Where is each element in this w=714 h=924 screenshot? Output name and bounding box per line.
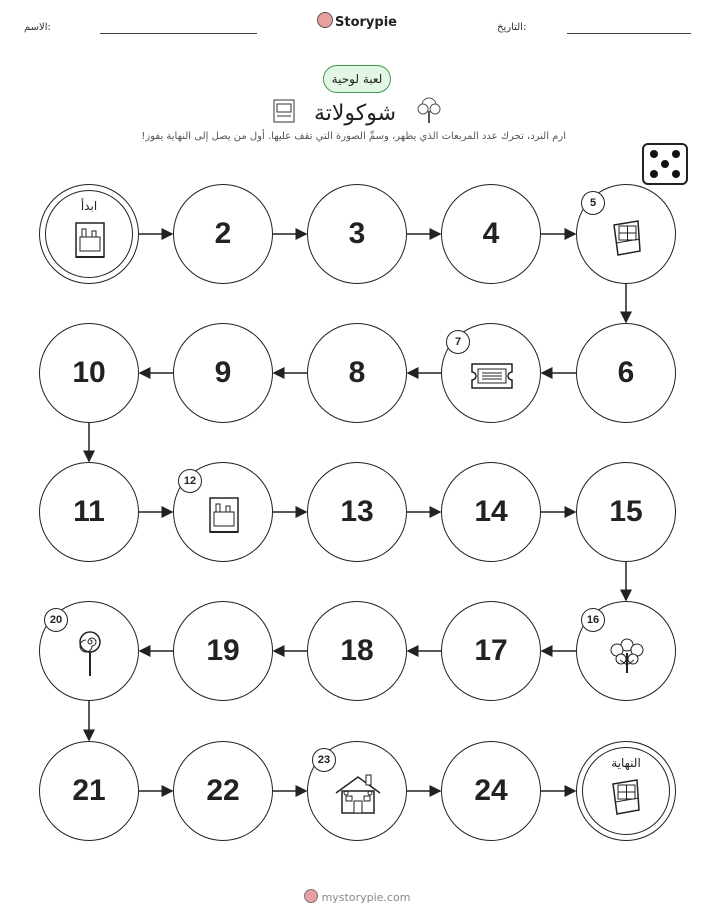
board-cell[interactable] — [39, 462, 139, 562]
cell-number-badge: 5 — [581, 191, 605, 215]
end-label: النهاية — [611, 756, 641, 770]
factory-book-icon — [72, 219, 108, 265]
board-cell[interactable] — [173, 601, 273, 701]
factory-book-icon — [206, 494, 242, 540]
board-cell[interactable] — [307, 741, 407, 841]
cell-number: 15 — [609, 495, 643, 528]
board-cell[interactable] — [441, 601, 541, 701]
start-label: ابدأ — [80, 199, 98, 213]
chocolate-bar-icon — [610, 217, 644, 261]
candy-house-icon — [332, 771, 384, 821]
category-pill: لعبة لوحية — [323, 65, 391, 93]
cell-number: 24 — [474, 774, 508, 807]
cell-number-badge: 12 — [178, 469, 202, 493]
board-cell[interactable] — [576, 462, 676, 562]
board-cell[interactable] — [576, 184, 676, 284]
name-label: الاسم: — [24, 22, 51, 33]
board-cell[interactable] — [173, 323, 273, 423]
board-cell[interactable] — [39, 323, 139, 423]
cell-number: 14 — [474, 495, 508, 528]
footer-url: mystorypie.com — [0, 889, 714, 904]
board-cell[interactable] — [441, 323, 541, 423]
board-cell[interactable] — [441, 462, 541, 562]
cell-number: 18 — [340, 634, 374, 667]
board-cell[interactable] — [441, 184, 541, 284]
date-label: التاريخ: — [497, 22, 527, 33]
cell-number-badge: 20 — [44, 608, 68, 632]
brand-logo: Storypie — [0, 12, 714, 30]
board-cell[interactable] — [39, 741, 139, 841]
board-cell[interactable] — [307, 462, 407, 562]
cell-number-badge: 23 — [312, 748, 336, 772]
page-title: شوكولاتة — [0, 96, 714, 126]
board-cell-start[interactable] — [39, 184, 139, 284]
cell-number: 22 — [206, 774, 240, 807]
cell-number: 3 — [348, 217, 366, 250]
candy-tree-icon — [606, 633, 648, 679]
board-cell[interactable] — [441, 741, 541, 841]
board-cell[interactable] — [173, 462, 273, 562]
cell-number: 2 — [214, 217, 232, 250]
board-cell[interactable] — [173, 741, 273, 841]
board-cell[interactable] — [307, 601, 407, 701]
cell-number: 13 — [340, 495, 374, 528]
golden-ticket-icon — [468, 360, 516, 396]
cell-number: 6 — [617, 356, 635, 389]
board-cell[interactable] — [307, 323, 407, 423]
board-cell[interactable] — [173, 184, 273, 284]
cell-number: 19 — [206, 634, 240, 667]
lollipop-icon — [77, 630, 103, 682]
board-cell[interactable] — [576, 323, 676, 423]
board-cell-end[interactable] — [576, 741, 676, 841]
storypie-logo-icon — [304, 889, 318, 903]
board-cell[interactable] — [307, 184, 407, 284]
cell-number: 11 — [73, 495, 105, 528]
chocolate-bar-icon — [609, 776, 643, 820]
cell-number: 17 — [474, 634, 508, 667]
instructions-text: ارم النرد، تحرك عدد المربعات الذي يظهر، وسمِّ الصورة التي تقف عليها. أول من يصل إلى النهاية يفوز! — [141, 131, 566, 142]
cell-number: 8 — [348, 356, 366, 389]
cell-number: 9 — [214, 356, 232, 389]
cell-number: 21 — [72, 774, 106, 807]
board-cell[interactable] — [576, 601, 676, 701]
cell-number-badge: 16 — [581, 608, 605, 632]
board-cell[interactable] — [39, 601, 139, 701]
cell-number: 10 — [72, 356, 106, 389]
cell-number-badge: 7 — [446, 330, 470, 354]
cell-number: 4 — [482, 217, 500, 250]
